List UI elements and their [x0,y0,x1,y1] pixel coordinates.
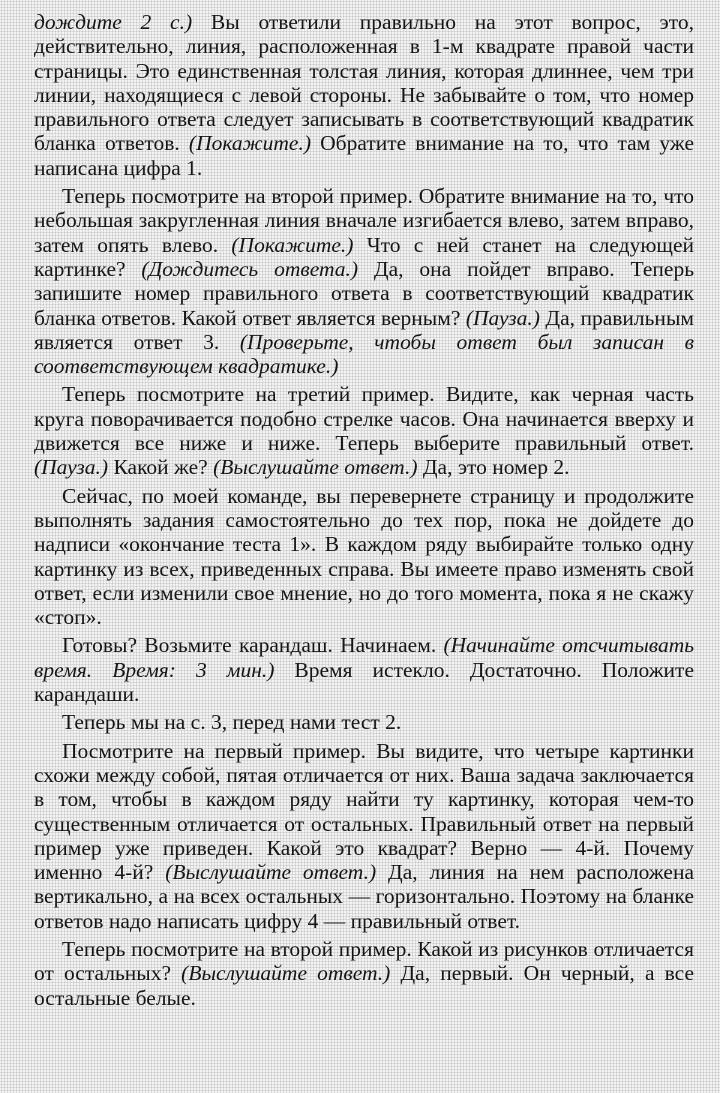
text-segment: Время истекло. Достаточно. Положите карандаши. [34,657,694,707]
instruction-italic: (Проверьте, чтобы ответ был записан в соответствующем квадратике.) [34,329,694,379]
text-segment: Посмотрите на первый пример. Вы видите, что четыре картинки схожи между собой, пятая отличается от них. Ваша задача заключается в том, чтобы в каждом ряду найти ту картинку, которая чем-то существенным отличается от остальных. Правильный ответ на первый пример уже приведен. Какой это квадрат? Верно — 4-й. Почему именно 4-й? [34,738,694,885]
text-segment: Теперь посмотрите на второй пример. Обратите внимание на то, что небольшая закругленная линия вначале изгибается влево, затем вправо, затем опять влево. [34,184,694,257]
text-segment: Обратите внимание на то, что там уже написана цифра 1. [34,131,694,180]
instruction-italic: (Пауза.) [34,455,109,480]
text-segment: Что с ней станет на следующей картинке? [34,232,694,281]
instruction-italic: (Дождитесь ответа.) [141,256,359,281]
instruction-italic: (Выслушайте ответ.) [165,860,377,885]
instruction-italic: (Выслушайте ответ.) [181,961,391,986]
paragraph [34,184,694,378]
instruction-italic: (Покажите.) [231,232,354,257]
text-segment: Сейчас, по моей команде, вы перевернете страницу и продолжите выполнять задания самостоятельно до тех пор, пока не дойдете до надписи «окончание теста 1». В каждом ряду выбирайте только одну картинку из всех, приведенных справа. Вы имеете право изменять свой ответ, если изменили свое мнение, но до того момента, пока я не скажу «стоп». [34,483,694,630]
text-segment: Какой же? [108,455,214,480]
instruction-italic: (Покажите.) [188,131,311,156]
text-segment: Теперь посмотрите на третий пример. Видите, как черная часть круга поворачивается подобно стрелке часов. Она начинается вверху и движется все ниже и ниже. Теперь выберите правильный ответ. [34,382,694,456]
instruction-italic: (Начинайте отсчитывать время. Время: 3 мин.) [34,633,694,682]
instruction-italic: дождите 2 с.) [34,10,193,34]
paragraph [34,10,694,180]
instruction-italic: (Выслушайте ответ.) [213,455,418,480]
text-segment: Теперь посмотрите на второй пример. Какой из рисунков отличается от остальных? [34,936,694,986]
text-segment: Да, правильным является ответ 3. [34,305,694,354]
text-segment: Да, первый. Он черный, а все остальные белые. [34,961,695,1010]
paragraph [34,739,694,933]
paragraph [34,633,694,706]
text-segment: Да, линия на нем расположена вертикально, а на всех остальных — горизонтально. Поэтому на бланке ответов надо написать цифру 4 — правильный ответ. [34,860,694,933]
paragraph [34,710,694,734]
text-segment: Да, это номер 2. [417,455,570,480]
text-segment: Теперь мы на с. 3, перед нами тест 2. [62,710,402,735]
paragraph [34,382,694,479]
text-segment: Да, она пойдет вправо. Теперь запишите номер правильного ответа в соответствующий квадратик бланка ответов. Какой ответ является верным? [34,256,695,330]
paragraph [34,484,694,630]
paragraph [34,937,694,1010]
text-segment: Вы ответили правильно на этот вопрос, это, действительно, линия, расположенная в 1-м квадрате правой части страницы. Это единственная толстая линия, которая длиннее, чем три линии, находящиеся с левой стороны. Не забывайте о том, что номер правильного ответа следует записывать в соответствующий квадратик бланка ответов. [34,10,694,156]
text-segment: Готовы? Возьмите карандаш. Начинаем. [62,633,444,658]
instruction-italic: (Пауза.) [465,305,540,330]
